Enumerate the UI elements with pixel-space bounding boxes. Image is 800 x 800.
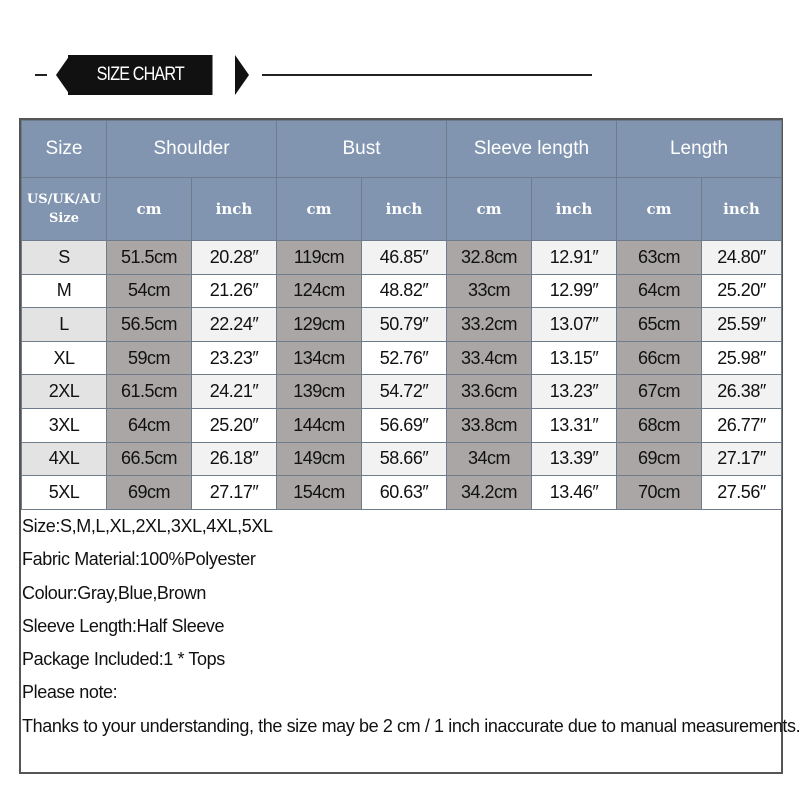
inch-value-cell: 24.80″ [702,241,782,275]
inch-value-cell: 13.31″ [532,408,617,442]
inch-value-cell: 12.99″ [532,274,617,308]
table-body [22,241,782,510]
cm-value-cell: 63cm [617,241,702,275]
inch-value-cell: 50.79″ [362,308,447,342]
note-colour: Colour:Gray,Blue,Brown [22,582,206,603]
table-row [22,408,782,442]
size-chart-title: SIZE CHART [96,64,184,85]
inch-value-cell: 27.17″ [702,442,782,476]
inch-value-cell: 13.23″ [532,375,617,409]
inch-value-cell: 13.46″ [532,476,617,510]
cm-value-cell: 68cm [617,408,702,442]
cm-value-cell: 56.5cm [107,308,192,342]
unit-cm: cm [107,178,192,241]
cm-value-cell: 129cm [277,308,362,342]
cm-value-cell: 65cm [617,308,702,342]
size-cell: M [22,274,107,308]
cm-value-cell: 69cm [617,442,702,476]
table-row [22,341,782,375]
inch-value-cell: 52.76″ [362,341,447,375]
note-sizes: Size:S,M,L,XL,2XL,3XL,4XL,5XL [22,516,273,536]
inch-value-cell: 26.77″ [702,408,782,442]
cm-value-cell: 33.6cm [447,375,532,409]
inch-value-cell: 26.18″ [192,442,277,476]
unit-inch: inch [702,178,782,241]
inch-value-cell: 25.20″ [192,408,277,442]
inch-value-cell: 48.82″ [362,274,447,308]
inch-value-cell: 60.63″ [362,476,447,510]
size-cell: 3XL [22,408,107,442]
header-sleeve-length: Sleeve length [447,121,617,178]
cm-value-cell: 54cm [107,274,192,308]
cm-value-cell: 66.5cm [107,442,192,476]
table-row [22,241,782,275]
inch-value-cell: 56.69″ [362,408,447,442]
table-row [22,375,782,409]
cm-value-cell: 154cm [277,476,362,510]
inch-value-cell: 27.56″ [702,476,782,510]
table-row [22,274,782,308]
inch-value-cell: 20.28″ [192,241,277,275]
inch-value-cell: 24.21″ [192,375,277,409]
cm-value-cell: 51.5cm [107,241,192,275]
unit-cm: cm [447,178,532,241]
product-notes [22,510,800,743]
region-label: US/UK/AU [26,192,102,207]
size-cell: 4XL [22,442,107,476]
inch-value-cell: 25.20″ [702,274,782,308]
header-size: Size [22,121,107,178]
note-sleeve-length: Sleeve Length:Half Sleeve [22,615,225,636]
inch-value-cell: 21.26″ [192,274,277,308]
note-please-note: Please note: [22,682,118,703]
inch-value-cell: 58.66″ [362,442,447,476]
inch-value-cell: 23.23″ [192,341,277,375]
unit-inch: inch [362,178,447,241]
cm-value-cell: 139cm [277,375,362,409]
cm-value-cell: 32.8cm [447,241,532,275]
cm-value-cell: 34.2cm [447,476,532,510]
table-row [22,476,782,510]
inch-value-cell: 13.07″ [532,308,617,342]
cm-value-cell: 33.8cm [447,408,532,442]
inch-value-cell: 13.39″ [532,442,617,476]
inch-value-cell: 25.98″ [702,341,782,375]
inch-value-cell: 46.85″ [362,241,447,275]
cm-value-cell: 34cm [447,442,532,476]
inch-value-cell: 13.15″ [532,341,617,375]
cm-value-cell: 69cm [107,476,192,510]
header-length: Length [617,121,782,178]
cm-value-cell: 67cm [617,375,702,409]
cm-value-cell: 33.2cm [447,308,532,342]
note-measurement-disclaimer: Thanks to your understanding, the size may be 2 cm / 1 inch inaccurate due to manual measurements. [22,715,800,736]
size-cell: XL [22,341,107,375]
cm-value-cell: 149cm [277,442,362,476]
header-rule [262,74,592,76]
cm-value-cell: 70cm [617,476,702,510]
size-cell: 2XL [22,375,107,409]
inch-value-cell: 25.59″ [702,308,782,342]
size-chart-banner [68,55,213,95]
size-cell: S [22,241,107,275]
unit-inch: inch [192,178,277,241]
cm-value-cell: 66cm [617,341,702,375]
cm-value-cell: 64cm [107,408,192,442]
header-shoulder: Shoulder [107,121,277,178]
size-cell: 5XL [22,476,107,510]
banner-ribbon-right [235,55,249,95]
cm-value-cell: 144cm [277,408,362,442]
unit-cm: cm [617,178,702,241]
size-label: Size [49,211,79,226]
unit-cm: cm [277,178,362,241]
size-table [21,120,782,510]
table-row [22,308,782,342]
inch-value-cell: 27.17″ [192,476,277,510]
table-row [22,442,782,476]
inch-value-cell: 12.91″ [532,241,617,275]
cm-value-cell: 64cm [617,274,702,308]
size-cell: L [22,308,107,342]
note-package: Package Included:1 * Tops [22,649,225,670]
cm-value-cell: 59cm [107,341,192,375]
inch-value-cell: 22.24″ [192,308,277,342]
cm-value-cell: 33cm [447,274,532,308]
inch-value-cell: 54.72″ [362,375,447,409]
unit-inch: inch [532,178,617,241]
cm-value-cell: 119cm [277,241,362,275]
header-dash [35,74,47,76]
header-bust: Bust [277,121,447,178]
cm-value-cell: 134cm [277,341,362,375]
header-region-size [22,178,107,241]
inch-value-cell: 26.38″ [702,375,782,409]
cm-value-cell: 124cm [277,274,362,308]
cm-value-cell: 61.5cm [107,375,192,409]
cm-value-cell: 33.4cm [447,341,532,375]
note-fabric: Fabric Material:100%Polyester [22,549,256,570]
